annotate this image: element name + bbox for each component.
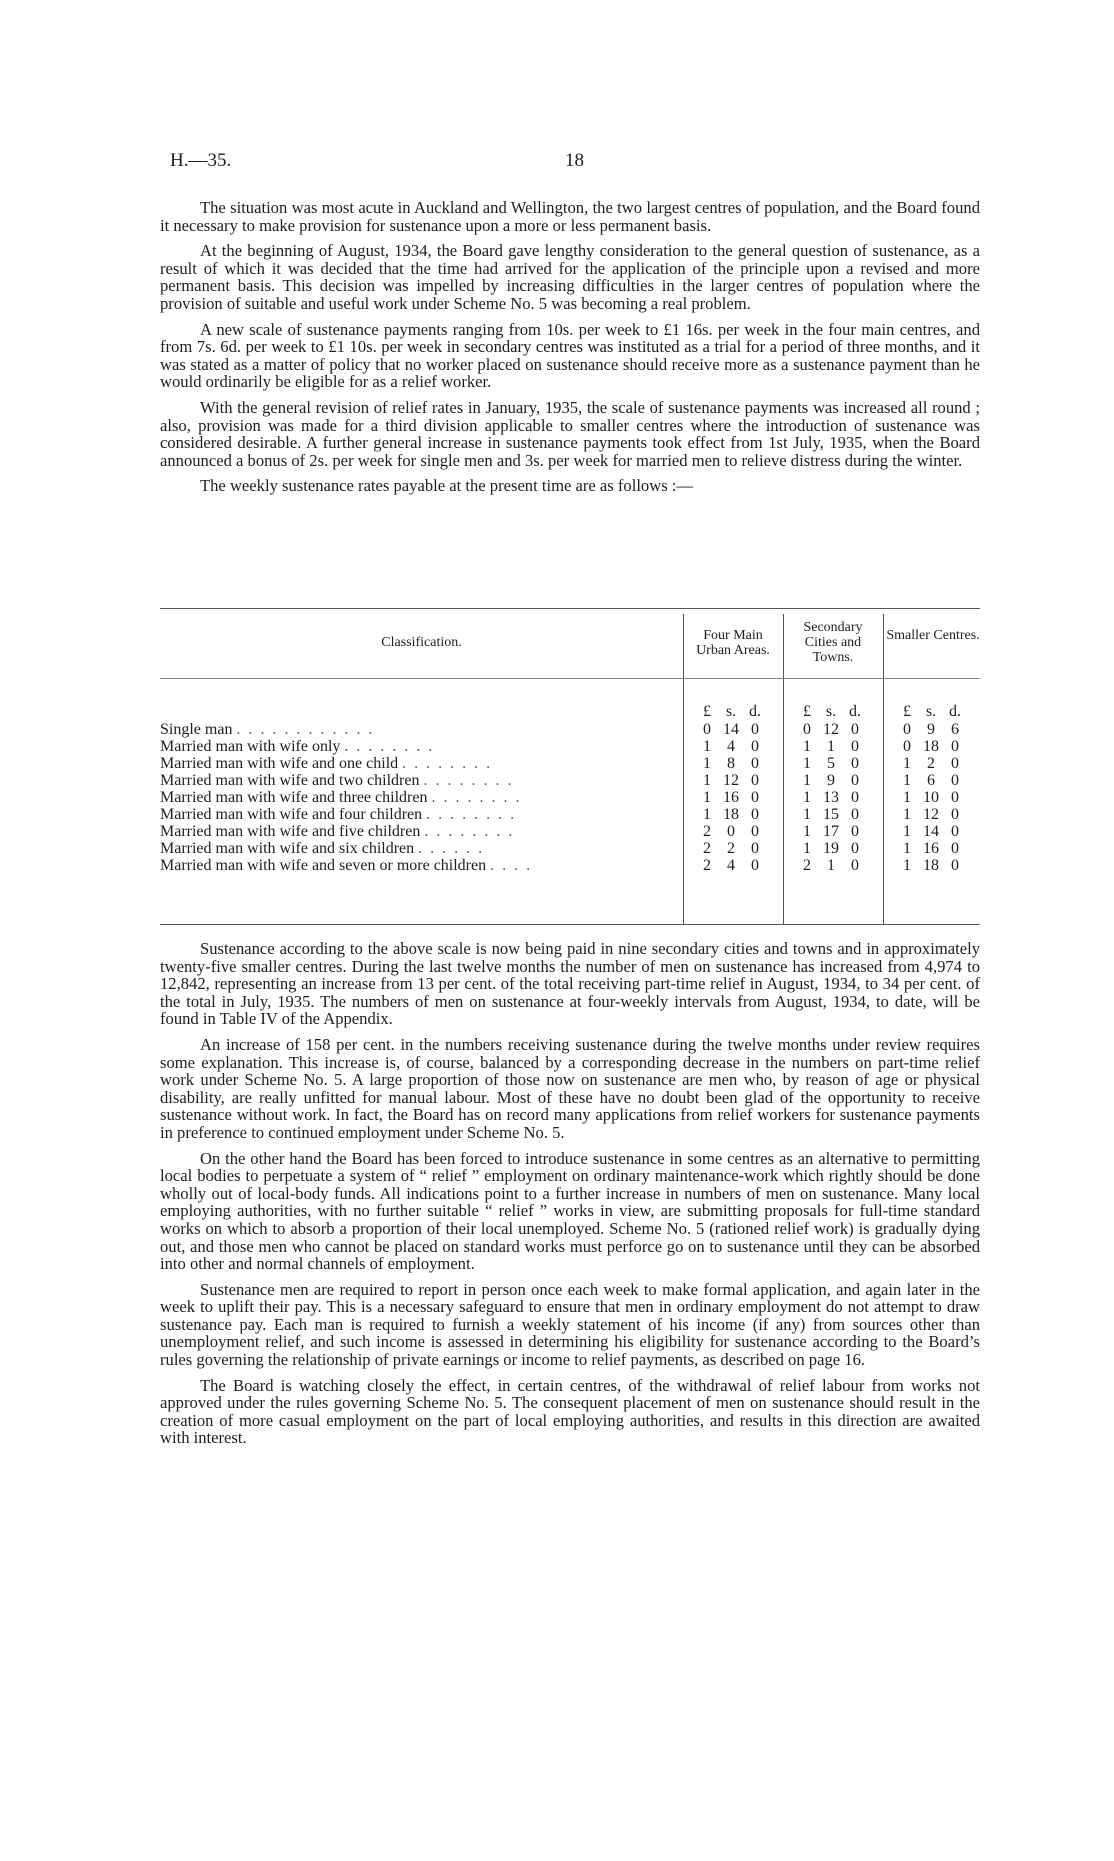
shillings: 10 <box>923 789 939 806</box>
pounds: 1 <box>903 840 911 857</box>
unit-shillings: s. <box>825 703 837 720</box>
pounds: 0 <box>803 721 811 738</box>
shillings: 4 <box>727 738 735 755</box>
row-label: Married man with wife and two children <box>160 772 420 789</box>
paragraph: At the beginning of August, 1934, the Board gave lengthy consideration to the general question of sustenance, as a result of which it was decided that the time had arrived for the application of the principle upon a revised and more permanent basis. This decision was impelled by increasing difficulties in the larger centres of population where the provision of suitable and useful work under Scheme No. 5 was becoming a real problem. <box>160 241 980 313</box>
pounds: 1 <box>803 738 811 755</box>
shillings: 5 <box>827 755 835 772</box>
leader-dots: . . . . <box>490 857 533 874</box>
pounds: 1 <box>703 772 711 789</box>
shillings: 1 <box>827 738 835 755</box>
pounds: 1 <box>803 789 811 806</box>
leader-dots: . . . . . . . . . . . . <box>236 721 375 738</box>
pence: 0 <box>951 806 959 823</box>
paragraph: A new scale of sustenance payments ranging from 10s. per week to £1 16s. per week in the four main centres, and from 7s. 6d. per week to £1 10s. per week in secondary centres was instituted as a trial for a period of three months, and it was stated as a matter of policy that no worker placed on sustenance should receive more as a sustenance payment than he would ordinarily be eligible for as a relief worker. <box>160 319 980 392</box>
pence: 0 <box>951 755 959 772</box>
pounds: 1 <box>703 789 711 806</box>
shillings: 9 <box>927 721 935 738</box>
leader-dots: . . . . . . . . <box>344 738 435 755</box>
table-row <box>160 857 980 874</box>
shillings: 9 <box>827 772 835 789</box>
shillings: 12 <box>823 721 839 738</box>
pounds: 1 <box>903 755 911 772</box>
page-number: 18 <box>565 150 584 171</box>
pence: 0 <box>951 789 959 806</box>
pounds: 1 <box>903 806 911 823</box>
table-row <box>160 789 980 806</box>
pence: 0 <box>951 738 959 755</box>
header-four-main-urban-areas: Four Main Urban Areas. <box>696 628 770 658</box>
text-block-before-table <box>160 199 980 503</box>
table-row <box>160 721 980 738</box>
pounds: 1 <box>703 806 711 823</box>
table-row <box>160 772 980 789</box>
unit-pence: d. <box>749 703 761 720</box>
shillings: 2 <box>927 755 935 772</box>
text-block-after-table <box>160 940 980 1455</box>
pence: 0 <box>851 721 859 738</box>
shillings: 16 <box>723 789 739 806</box>
pence: 0 <box>951 840 959 857</box>
paragraph: The situation was most acute in Auckland and Wellington, the two largest centres of population, and the Board found it necessary to make provision for sustenance upon a more or less permanent basis. <box>160 198 980 235</box>
table-bottom-rule <box>160 924 980 925</box>
pence: 0 <box>851 789 859 806</box>
table-top-rule <box>160 608 980 609</box>
pounds: 1 <box>803 772 811 789</box>
pence: 0 <box>951 823 959 840</box>
row-label: Single man <box>160 721 233 738</box>
pounds: 0 <box>903 721 911 738</box>
pence: 0 <box>951 772 959 789</box>
paragraph: An increase of 158 per cent. in the numbers receiving sustenance during the twelve months under review requires some explanation. This increase is, of course, balanced by a corresponding decrease in the numbers on part-time relief work under Scheme No. 5. A large proportion of those now on sustenance are men who, by reason of age or physical disability, are really unfitted for manual labour. Most of these have no doubt been glad of the opportunity to receive sustenance without work. In fact, the Board has on record many applications from relief workers for sustenance payments in preference to continued employment under Scheme No. 5. <box>160 1034 980 1142</box>
leader-dots: . . . . . . . . <box>402 755 493 772</box>
paragraph: On the other hand the Board has been forced to introduce sustenance in some centres as an alternative to permitting local bodies to perpetuate a system of “ relief ” employment on ordinary maintenance-work which rightly should be done wholly out of local-body funds. All indications point to a further increase in numbers of men on sustenance. Many local employing authorities, with no further suitable “ relief ” works in view, are submitting proposals for full-time standard works on which to absorb a proportion of their local unemployed. Scheme No. 5 (rationed relief work) is gradually dying out, and those men who cannot be placed on standard works must perforce go on to sustenance until they can be absorbed into other and normal channels of employment. <box>160 1148 980 1274</box>
table-row <box>160 806 980 823</box>
units-row <box>160 703 980 720</box>
pence: 0 <box>751 806 759 823</box>
row-label: Married man with wife and seven or more children <box>160 857 487 874</box>
shillings: 14 <box>923 823 939 840</box>
pounds: 2 <box>703 823 711 840</box>
pounds: 2 <box>703 857 711 874</box>
unit-shillings: s. <box>925 703 937 720</box>
pounds: 2 <box>703 840 711 857</box>
unit-pounds: £ <box>903 703 911 720</box>
pounds: 2 <box>803 857 811 874</box>
unit-pence: d. <box>849 703 861 720</box>
shillings: 18 <box>923 738 939 755</box>
row-label: Married man with wife and one child <box>160 755 399 772</box>
pence: 0 <box>851 840 859 857</box>
header-smaller-centres: Smaller Centres. <box>886 628 980 643</box>
pence: 0 <box>851 738 859 755</box>
pounds: 1 <box>703 738 711 755</box>
pence: 0 <box>851 823 859 840</box>
shillings: 19 <box>823 840 839 857</box>
pence: 0 <box>751 789 759 806</box>
pounds: 1 <box>803 840 811 857</box>
pounds: 1 <box>903 772 911 789</box>
pounds: 1 <box>903 857 911 874</box>
pence: 0 <box>851 772 859 789</box>
row-label: Married man with wife and three children <box>160 789 428 806</box>
leader-dots: . . . . . . . . <box>431 789 522 806</box>
shillings: 12 <box>723 772 739 789</box>
pence: 0 <box>851 806 859 823</box>
pence: 6 <box>951 721 959 738</box>
leader-dots: . . . . . . . . <box>424 823 515 840</box>
pence: 0 <box>751 738 759 755</box>
shillings: 17 <box>823 823 839 840</box>
report-reference: H.—35. <box>170 150 232 171</box>
shillings: 2 <box>727 840 735 857</box>
pence: 0 <box>851 755 859 772</box>
pounds: 1 <box>803 755 811 772</box>
table-row <box>160 823 980 840</box>
leader-dots: . . . . . . . . <box>426 806 517 823</box>
table-row <box>160 755 980 772</box>
paragraph: Sustenance men are required to report in person once each week to make formal application, and again later in the week to uplift their pay. This is a necessary safeguard to ensure that men in ordinary employment do not attempt to draw sustenance pay. Each man is required to furnish a weekly statement of his income (if any) from sources other than unemployment relief, and such income is assessed in determining his eligibility for sustenance according to the Board’s rules governing the relationship of private earnings or income to relief payments, as described on page 16. <box>160 1279 980 1370</box>
unit-pounds: £ <box>803 703 811 720</box>
pounds: 0 <box>703 721 711 738</box>
pounds: 1 <box>803 806 811 823</box>
header-rule <box>160 678 980 679</box>
shillings: 6 <box>927 772 935 789</box>
paragraph: The Board is watching closely the effect, in certain centres, of the withdrawal of relief labour from works not approved under the rules governing Scheme No. 5. The consequent placement of men on sustenance should result in the creation of more casual employment on the part of local employing authorities, and results in this direction are awaited with interest. <box>160 1375 980 1448</box>
shillings: 4 <box>727 857 735 874</box>
unit-pounds: £ <box>703 703 711 720</box>
shillings: 18 <box>723 806 739 823</box>
pence: 0 <box>951 857 959 874</box>
shillings: 15 <box>823 806 839 823</box>
pounds: 1 <box>703 755 711 772</box>
pounds: 1 <box>903 789 911 806</box>
row-label: Married man with wife and four children <box>160 806 423 823</box>
shillings: 14 <box>723 721 739 738</box>
shillings: 1 <box>827 857 835 874</box>
unit-pence: d. <box>949 703 961 720</box>
row-label: Married man with wife and five children <box>160 823 421 840</box>
row-label: Married man with wife only <box>160 738 341 755</box>
shillings: 0 <box>727 823 735 840</box>
paragraph: With the general revision of relief rates in January, 1935, the scale of sustenance payments was increased all round ; also, provision was made for a third division applicable to smaller centres where the introduction of sustenance was considered desirable. A further general increase in sustenance payments took effect from 1st July, 1935, when the Board announced a bonus of 2s. per week for single men and 3s. per week for married men to relieve distress during the winter. <box>160 397 980 470</box>
pounds: 1 <box>803 823 811 840</box>
pence: 0 <box>751 755 759 772</box>
pence: 0 <box>751 823 759 840</box>
row-label: Married man with wife and six children <box>160 840 415 857</box>
table-row <box>160 840 980 857</box>
leader-dots: . . . . . . . . <box>423 772 514 789</box>
shillings: 12 <box>923 806 939 823</box>
leader-dots: . . . . . . <box>418 840 485 857</box>
pounds: 0 <box>903 738 911 755</box>
unit-shillings: s. <box>725 703 737 720</box>
shillings: 18 <box>923 857 939 874</box>
pounds: 1 <box>903 823 911 840</box>
shillings: 8 <box>727 755 735 772</box>
pence: 0 <box>751 721 759 738</box>
pence: 0 <box>751 857 759 874</box>
pence: 0 <box>851 857 859 874</box>
header-classification: Classification. <box>381 635 462 650</box>
shillings: 13 <box>823 789 839 806</box>
shillings: 16 <box>923 840 939 857</box>
pence: 0 <box>751 772 759 789</box>
paragraph: Sustenance according to the above scale is now being paid in nine secondary cities and towns and in approximately twenty-five smaller centres. During the last twelve months the number of men on sustenance has increased from 4,974 to 12,842, representing an increase from 13 per cent. of the total receiving part-time relief in August, 1934, to 34 per cent. of the total in July, 1935. The numbers of men on sustenance at four-weekly intervals from August, 1934, to date, will be found in Table IV of the Appendix. <box>160 939 980 1029</box>
paragraph: The weekly sustenance rates payable at the present time are as follows :— <box>200 476 694 496</box>
header-secondary-cities-and-towns: Secondary Cities and Towns. <box>803 620 863 665</box>
pence: 0 <box>751 840 759 857</box>
table-row <box>160 738 980 755</box>
